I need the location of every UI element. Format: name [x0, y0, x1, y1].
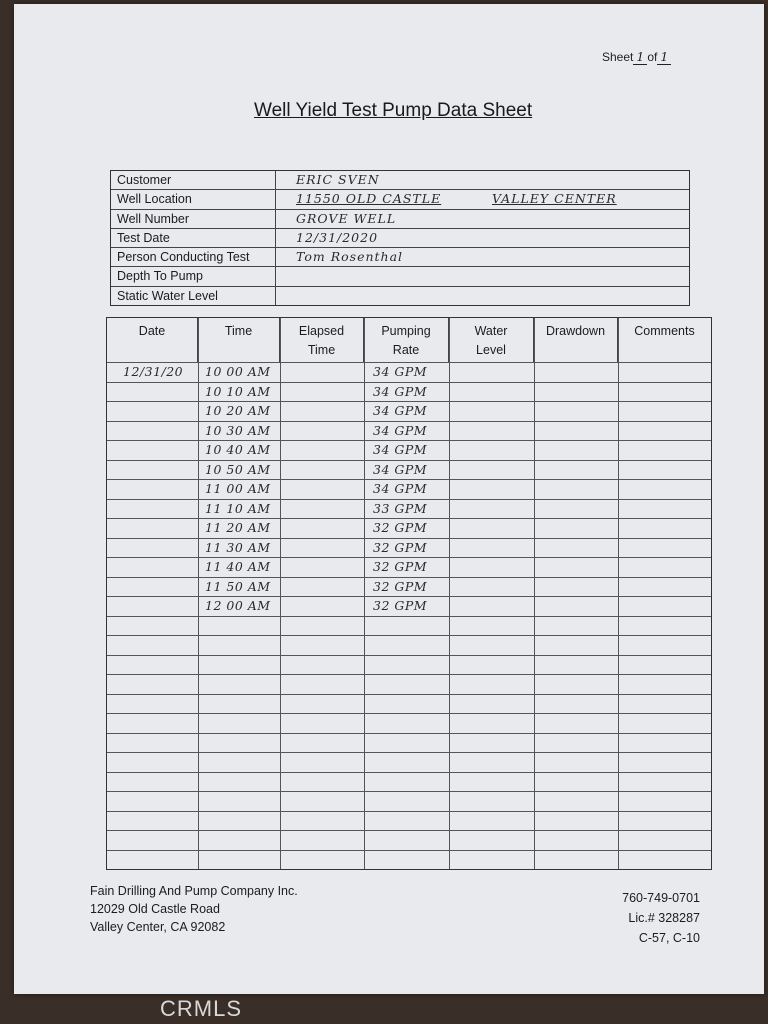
company-city: Valley Center, CA 92082 [90, 920, 226, 934]
row-divider [107, 577, 711, 578]
info-value-text: 11550 OLD CASTLE [296, 191, 442, 207]
info-value-text: 12/31/2020 [296, 229, 379, 245]
info-row [111, 248, 689, 267]
reading-pumping-rate: 34 GPM [373, 481, 428, 496]
reading-pumping-rate: 34 GPM [373, 403, 428, 418]
reading-time: 10 20 AM [205, 403, 271, 418]
reading-pumping-rate: 33 GPM [373, 500, 428, 516]
company-phone: 760-749-0701 [622, 891, 700, 905]
watermark: CRMLS [160, 996, 243, 1021]
col-drawdown-header: Drawdown [534, 318, 618, 362]
company-address [90, 882, 298, 936]
info-value [276, 229, 689, 247]
col-time-header: Time [198, 318, 280, 362]
company-contact [622, 888, 700, 948]
reading-time: 11 10 AM [205, 500, 271, 516]
row-divider [107, 518, 711, 519]
sheet-total: 1 [657, 50, 671, 65]
row-divider [107, 538, 711, 539]
info-row [111, 267, 689, 286]
info-row [111, 229, 689, 248]
row-divider [107, 713, 711, 714]
info-label: Customer [111, 171, 276, 189]
row-divider [107, 694, 711, 695]
row-divider [107, 596, 711, 597]
row-divider [107, 557, 711, 558]
reading-time: 11 00 AM [205, 481, 271, 496]
row-divider [107, 811, 711, 812]
info-value-text: Tom Rosenthal [296, 249, 404, 265]
info-label: Static Water Level [111, 287, 276, 305]
col-comments-header: Comments [634, 324, 695, 338]
company-license: Lic.# 328287 [628, 911, 700, 925]
info-label: Well Number [111, 210, 276, 228]
info-value [276, 287, 689, 305]
col-pumping-rate-header: Pumping Rate [364, 318, 449, 362]
row-divider [107, 401, 711, 402]
col-elapsed-time-header: Elapsed Time [280, 318, 364, 362]
reading-time: 11 40 AM [205, 559, 271, 574]
page-title: Well Yield Test Pump Data Sheet [254, 100, 533, 121]
row-divider [107, 362, 711, 363]
reading-pumping-rate: 32 GPM [373, 539, 428, 555]
row-divider [107, 421, 711, 422]
info-row [111, 171, 689, 190]
reading-time: 12 00 AM [205, 598, 271, 613]
info-label: Person Conducting Test [111, 248, 276, 266]
reading-time: 10 40 AM [205, 442, 271, 457]
reading-pumping-rate: 32 GPM [373, 598, 428, 613]
sheet-number: Sheet 1 of 1 [602, 50, 671, 65]
info-row [111, 287, 689, 305]
row-divider [107, 752, 711, 753]
info-label: Test Date [111, 229, 276, 247]
info-value-text: ERIC SVEN [296, 172, 380, 187]
info-row [111, 210, 689, 229]
reading-time: 10 30 AM [205, 422, 271, 438]
row-divider [107, 733, 711, 734]
info-value [276, 210, 689, 228]
row-divider [107, 616, 711, 617]
company-classes: C-57, C-10 [638, 931, 700, 945]
info-label: Depth To Pump [111, 267, 276, 285]
row-divider [107, 850, 711, 851]
info-value-extra: VALLEY CENTER [492, 191, 617, 207]
row-divider [107, 479, 711, 480]
well-info-table [110, 170, 690, 306]
info-value-text [276, 268, 296, 283]
row-divider [107, 382, 711, 383]
row-divider [107, 791, 711, 792]
info-value-text: GROVE WELL [296, 210, 397, 226]
info-value [276, 248, 689, 266]
reading-pumping-rate: 34 GPM [373, 461, 428, 477]
company-name: Fain Drilling And Pump Company Inc. [90, 884, 298, 898]
col-date-header: Date [107, 318, 198, 362]
sheet-current: 1 [633, 50, 647, 65]
row-divider [107, 655, 711, 656]
reading-pumping-rate: 32 GPM [373, 559, 428, 574]
reading-pumping-rate: 34 GPM [373, 383, 428, 399]
info-value [276, 171, 689, 189]
row-divider [107, 772, 711, 773]
reading-pumping-rate: 34 GPM [373, 364, 428, 379]
info-label: Well Location [111, 190, 276, 208]
reading-time: 11 30 AM [205, 539, 271, 555]
reading-date: 12/31/20 [123, 364, 184, 379]
reading-time: 11 20 AM [205, 520, 271, 535]
reading-time: 10 00 AM [205, 364, 271, 379]
row-divider [107, 460, 711, 461]
reading-pumping-rate: 32 GPM [373, 520, 428, 535]
reading-pumping-rate: 34 GPM [373, 422, 428, 438]
info-row [111, 190, 689, 209]
row-divider [107, 499, 711, 500]
row-divider [107, 830, 711, 831]
info-value [276, 267, 689, 285]
reading-time: 10 50 AM [205, 461, 271, 477]
info-value-text [276, 288, 296, 303]
pump-data-table [106, 317, 712, 870]
reading-pumping-rate: 32 GPM [373, 578, 428, 594]
reading-time: 11 50 AM [205, 578, 271, 594]
row-divider [107, 674, 711, 675]
row-divider [107, 635, 711, 636]
info-value [276, 190, 689, 208]
reading-pumping-rate: 34 GPM [373, 442, 428, 457]
reading-time: 10 10 AM [205, 383, 271, 399]
company-street: 12029 Old Castle Road [90, 902, 220, 916]
data-sheet-page [14, 4, 764, 994]
row-divider [107, 440, 711, 441]
col-water-level-header: Water Level [449, 318, 534, 362]
